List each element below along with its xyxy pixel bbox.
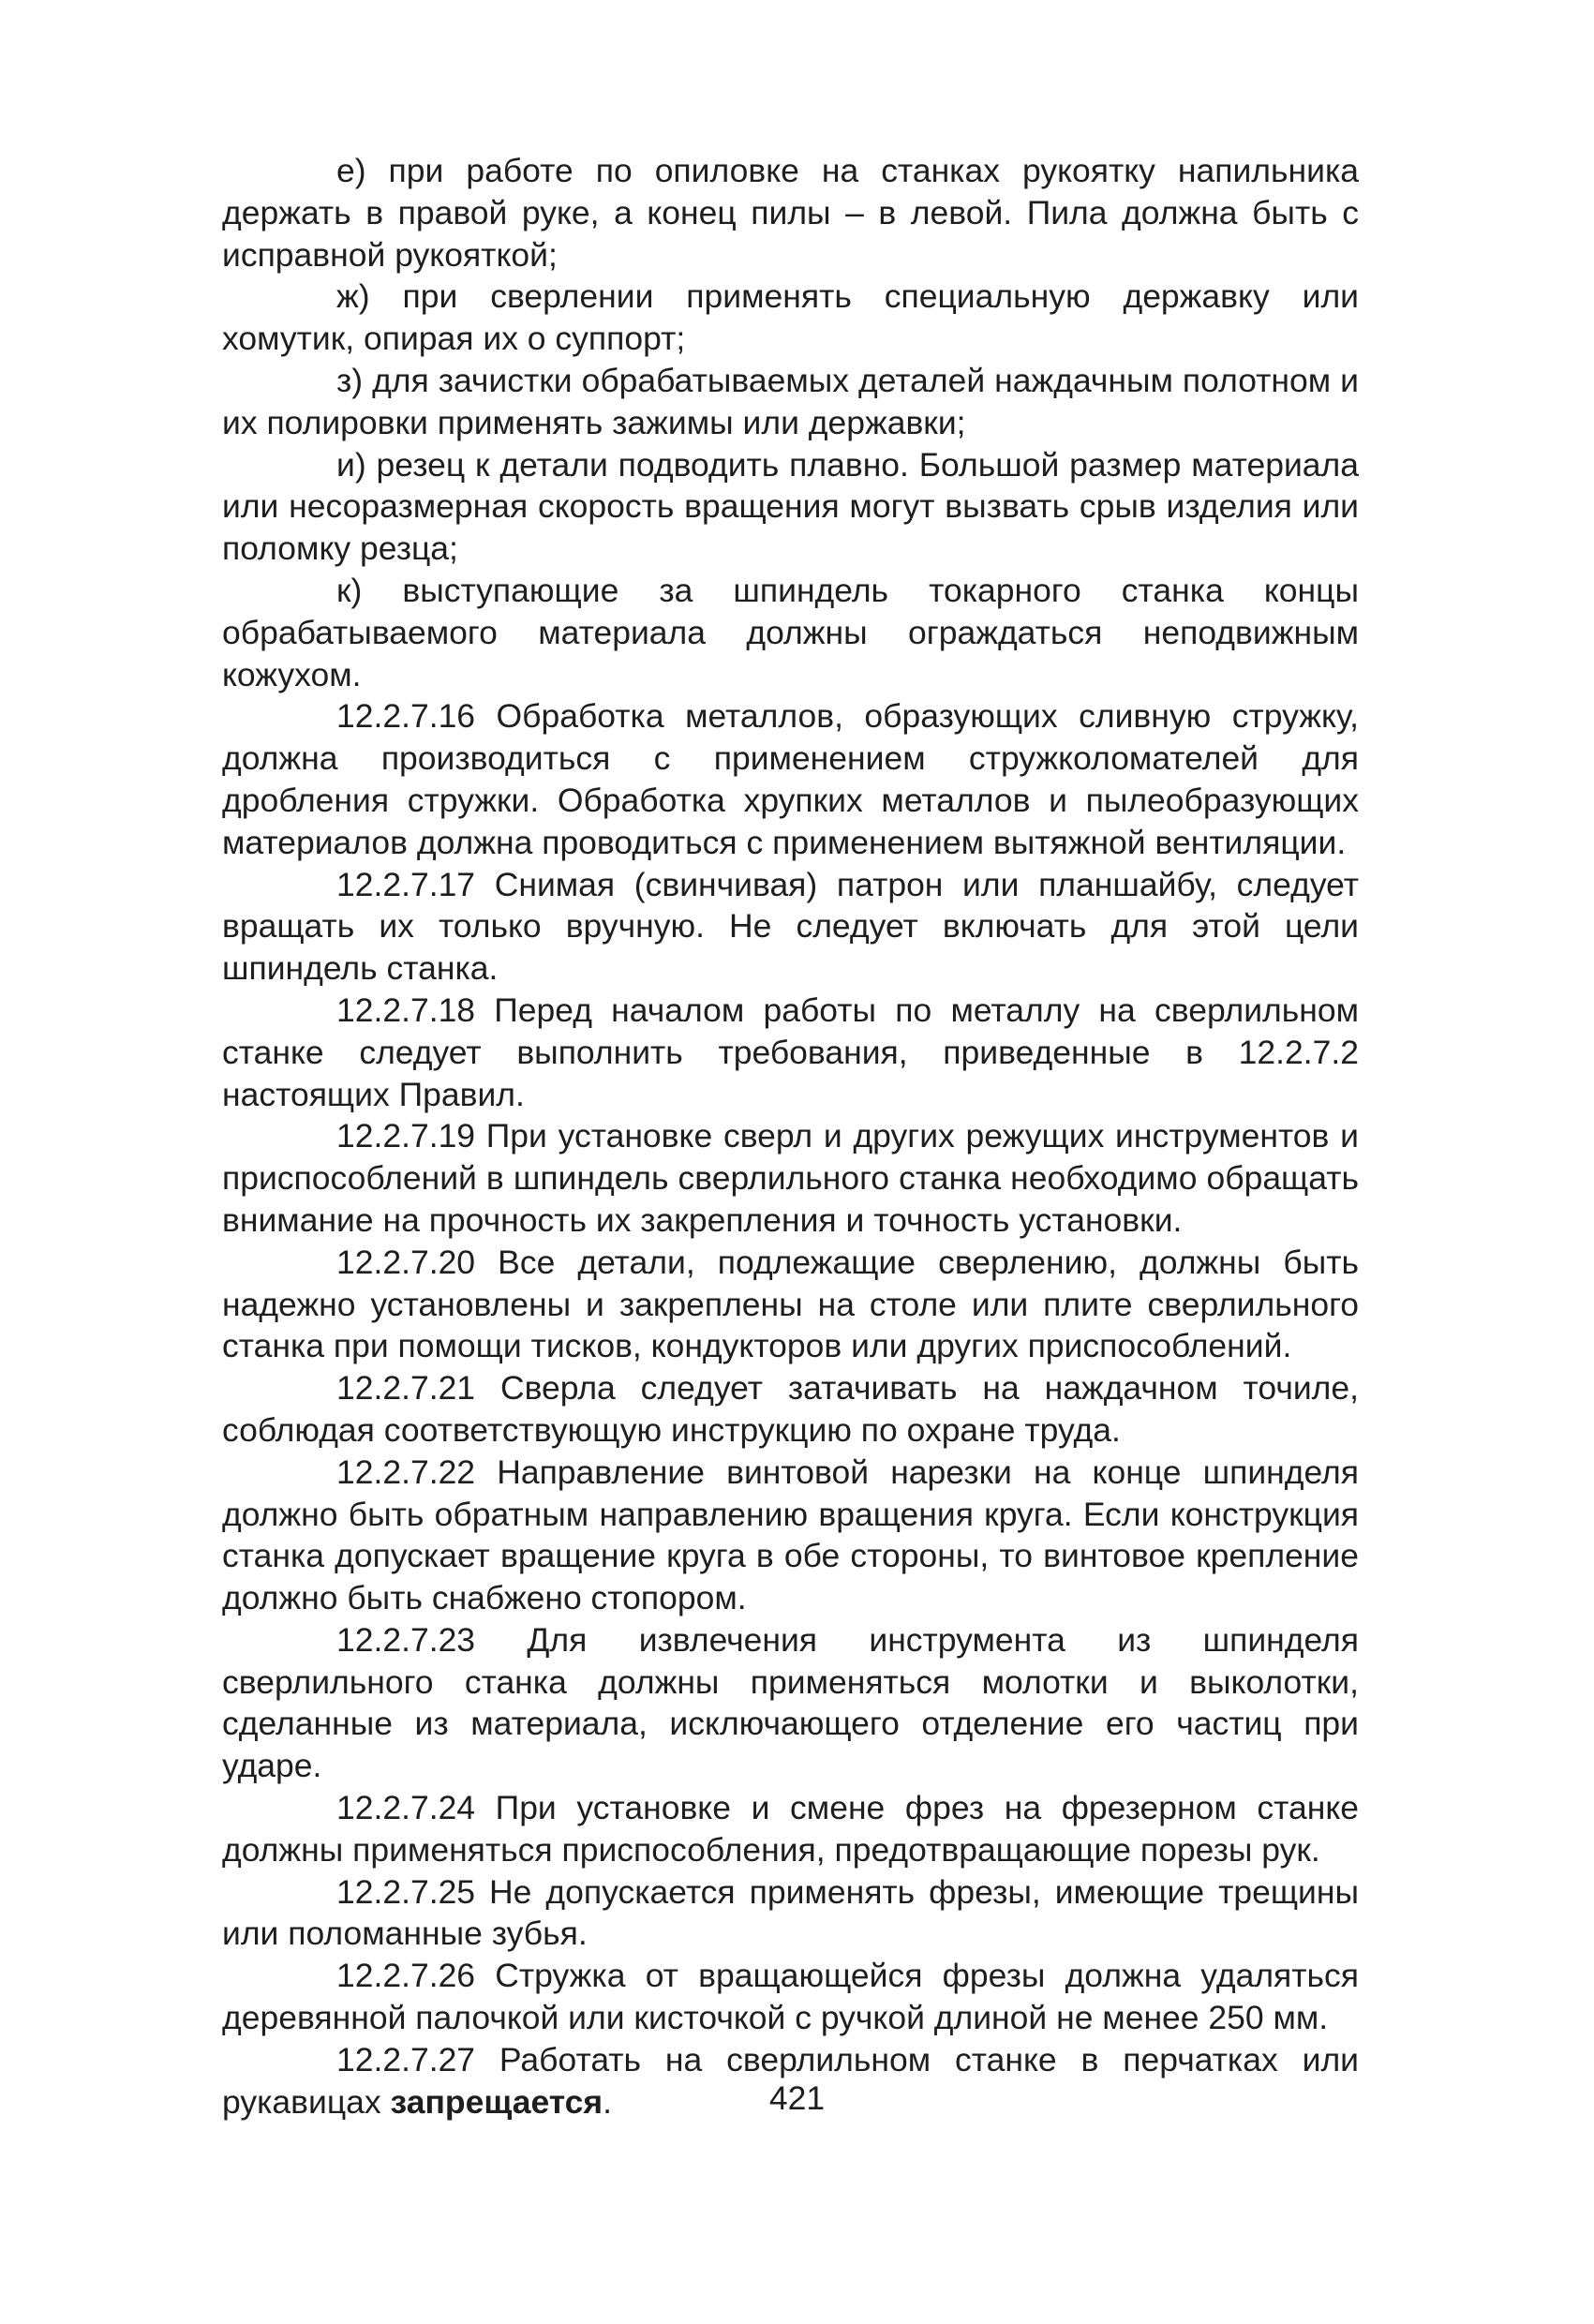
body-text bbox=[222, 150, 1359, 2123]
clause-12-2-7-18: 12.2.7.18 Перед началом работы по металлу на сверлильном станке следует выполнить требования, приведенные в 12.2.7.2 настоящих Правил. bbox=[222, 991, 1359, 1113]
clause-12-2-7-23: 12.2.7.23 Для извлечения инструмента из шпинделя сверлильного станка должны применяться молотки и выколотки, сделанные из материала, исключающего отделение его частиц при ударе. bbox=[222, 1620, 1359, 1785]
clause-12-2-7-24: 12.2.7.24 При установке и смене фрез на фрезерном станке должны применяться приспособления, предотвращающие порезы рук. bbox=[222, 1789, 1359, 1869]
clause-12-2-7-27-text: 12.2.7.27 Работать на сверлильном станке в перчатках или рукавицах bbox=[222, 2040, 1359, 2121]
clause-12-2-7-21: 12.2.7.21 Сверла следует затачивать на наждачном точиле, соблюдая соответствующую инструкцию по охране труда. bbox=[222, 1369, 1359, 1449]
clause-12-2-7-20: 12.2.7.20 Все детали, подлежащие сверлению, должны быть надежно установлены и закреплены на столе или плите сверлильного станка при помощи тисков, кондукторов или других приспособлений. bbox=[222, 1243, 1359, 1365]
page-number: 421 bbox=[768, 2079, 826, 2117]
clause-12-2-7-25: 12.2.7.25 Не допускается применять фрезы, имеющие трещины или поломанные зубья. bbox=[222, 1872, 1359, 1953]
clause-12-2-7-22: 12.2.7.22 Направление винтовой нарезки на конце шпинделя должно быть обратным направлению вращения круга. Если конструкция станка допускает вращение круга в обе стороны, то винтовое крепление должно быть снабжено стопором. bbox=[222, 1452, 1359, 1617]
clause-12-2-7-16: 12.2.7.16 Обработка металлов, образующих сливную стружку, должна производиться с применением стружколомателей для дробления стружки. Обработка хрупких металлов и пылеобразующих материалов должна проводиться с применением вытяжной вентиляции. bbox=[222, 697, 1359, 861]
paragraph-k: к) выступающие за шпиндель токарного станка концы обрабатываемого материала должны ограждаться неподвижным кожухом. bbox=[222, 571, 1359, 693]
paragraph-e: е) при работе по опиловке на станках рукоятку напильника держать в правой руке, а конец пилы – в левой. Пила должна быть с исправной рукояткой; bbox=[222, 152, 1359, 274]
paragraph-zh: ж) при сверлении применять специальную державку или хомутик, опирая их о суппорт; bbox=[222, 277, 1359, 358]
paragraph-z: з) для зачистки обрабатываемых деталей наждачным полотном и их полировки применять зажимы или державки; bbox=[222, 361, 1359, 441]
emphasis-prohibited: запрещается bbox=[390, 2082, 603, 2121]
clause-12-2-7-17: 12.2.7.17 Снимая (свинчивая) патрон или планшайбу, следует вращать их только вручную. Не следует включать для этой цели шпиндель станка. bbox=[222, 865, 1359, 988]
clause-12-2-7-26: 12.2.7.26 Стружка от вращающейся фрезы должна удаляться деревянной палочкой или кисточкой с ручкой длиной не менее 250 мм. bbox=[222, 1957, 1359, 2037]
paragraph-i: и) резец к детали подводить плавно. Большой размер материала или несоразмерная скорость вращения могут вызвать срыв изделия или поломку резца; bbox=[222, 445, 1359, 568]
clause-12-2-7-27-end: . bbox=[603, 2082, 612, 2121]
clause-12-2-7-19: 12.2.7.19 При установке сверл и других режущих инструментов и приспособлений в шпиндель сверлильного станка необходимо обращать внимание на прочность их закрепления и точность установки. bbox=[222, 1117, 1359, 1239]
